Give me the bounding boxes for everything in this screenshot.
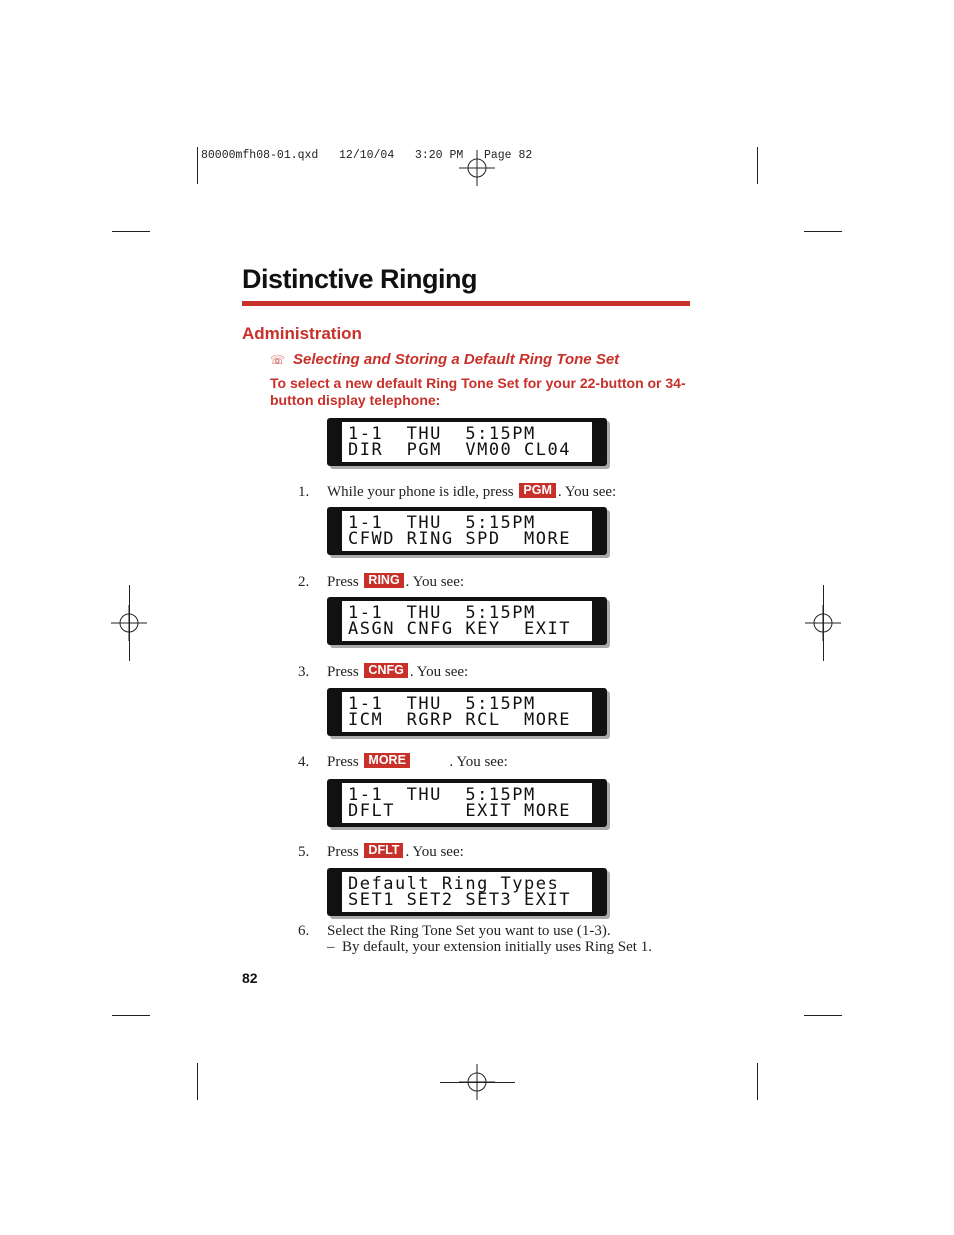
step-text-after: . You see: [411, 754, 508, 770]
step-5 [298, 843, 464, 861]
lcd-line-2: DIR PGM VM00 CL04 [348, 440, 571, 460]
step-text: Press [327, 754, 363, 770]
lcd-display [327, 507, 607, 555]
lcd-line-1: Default Ring Types [348, 874, 560, 894]
crop-mark [804, 231, 842, 232]
crop-mark [197, 147, 198, 184]
lcd-line-1: 1-1 THU 5:15PM [348, 785, 536, 805]
crop-mark [757, 147, 758, 184]
crop-mark [757, 1063, 758, 1100]
lcd-screen [342, 422, 592, 462]
step-text: Press [327, 844, 363, 860]
step-text-after: . You see: [557, 484, 617, 500]
step-text-after: . You see: [405, 574, 465, 590]
lcd-line-1: 1-1 THU 5:15PM [348, 603, 536, 623]
lcd-screen [342, 692, 592, 732]
step-number: 5. [298, 844, 310, 860]
step-6 [298, 923, 611, 940]
step-text: Press [327, 664, 363, 680]
step-number: 1. [298, 484, 310, 500]
crop-mark [112, 231, 150, 232]
lcd-screen [342, 783, 592, 823]
step-1 [298, 483, 616, 501]
lcd-display [327, 418, 607, 466]
page-title: Distinctive Ringing [242, 264, 478, 294]
title-rule [242, 301, 690, 306]
step-text-after: . You see: [405, 844, 464, 860]
lcd-display [327, 779, 607, 827]
intro-text: To select a new default Ring Tone Set for your 22-button or 34-button display telephone: [270, 375, 686, 408]
crop-mark [129, 585, 130, 661]
telephone-icon: ☏ [270, 353, 286, 367]
section-heading: Administration [242, 324, 362, 343]
step-number: 2. [298, 574, 310, 590]
crop-mark [440, 1082, 515, 1083]
step-text-after: . You see: [409, 664, 469, 680]
step-number: 4. [298, 754, 310, 770]
pgm-key-button: PGM [519, 483, 555, 498]
lcd-screen [342, 601, 592, 641]
step-6-note: – By default, your extension initially uses Ring Set 1. [327, 939, 652, 955]
step-2 [298, 573, 464, 591]
lcd-line-2: DFLT EXIT MORE [348, 801, 571, 821]
lcd-line-2: SET1 SET2 SET3 EXIT [348, 890, 571, 910]
subsection-text: Selecting and Storing a Default Ring Tone Set [293, 351, 620, 368]
lcd-line-2: ASGN CNFG KEY EXIT [348, 619, 571, 639]
file-slug: 80000mfh08-01.qxd 12/10/04 3:20 PM Page 82 [201, 149, 533, 162]
step-4 [298, 753, 508, 771]
step-text: Select the Ring Tone Set you want to use (1-3). [327, 923, 611, 939]
lcd-display [327, 688, 607, 736]
subsection-heading [270, 351, 619, 368]
registration-mark-icon [459, 150, 495, 186]
more-key-button: MORE [364, 753, 410, 768]
lcd-screen [342, 511, 592, 551]
lcd-line-2: ICM RGRP RCL MORE [348, 710, 571, 730]
ring-key-button: RING [364, 573, 403, 588]
lcd-display [327, 868, 607, 916]
lcd-line-1: 1-1 THU 5:15PM [348, 694, 536, 714]
crop-mark [197, 1063, 198, 1100]
step-number: 3. [298, 664, 310, 680]
page-number: 82 [242, 970, 258, 986]
lcd-line-1: 1-1 THU 5:15PM [348, 513, 536, 533]
step-text: While your phone is idle, press [327, 484, 518, 500]
lcd-display [327, 597, 607, 645]
crop-mark [112, 1015, 150, 1016]
lcd-line-2: CFWD RING SPD MORE [348, 529, 571, 549]
crop-mark [823, 585, 824, 661]
lcd-screen [342, 872, 592, 912]
crop-mark [804, 1015, 842, 1016]
step-3 [298, 663, 468, 681]
lcd-line-1: 1-1 THU 5:15PM [348, 424, 536, 444]
dflt-key-button: DFLT [364, 843, 403, 858]
step-text: Press [327, 574, 363, 590]
step-number: 6. [298, 923, 310, 939]
cnfg-key-button: CNFG [364, 663, 407, 678]
